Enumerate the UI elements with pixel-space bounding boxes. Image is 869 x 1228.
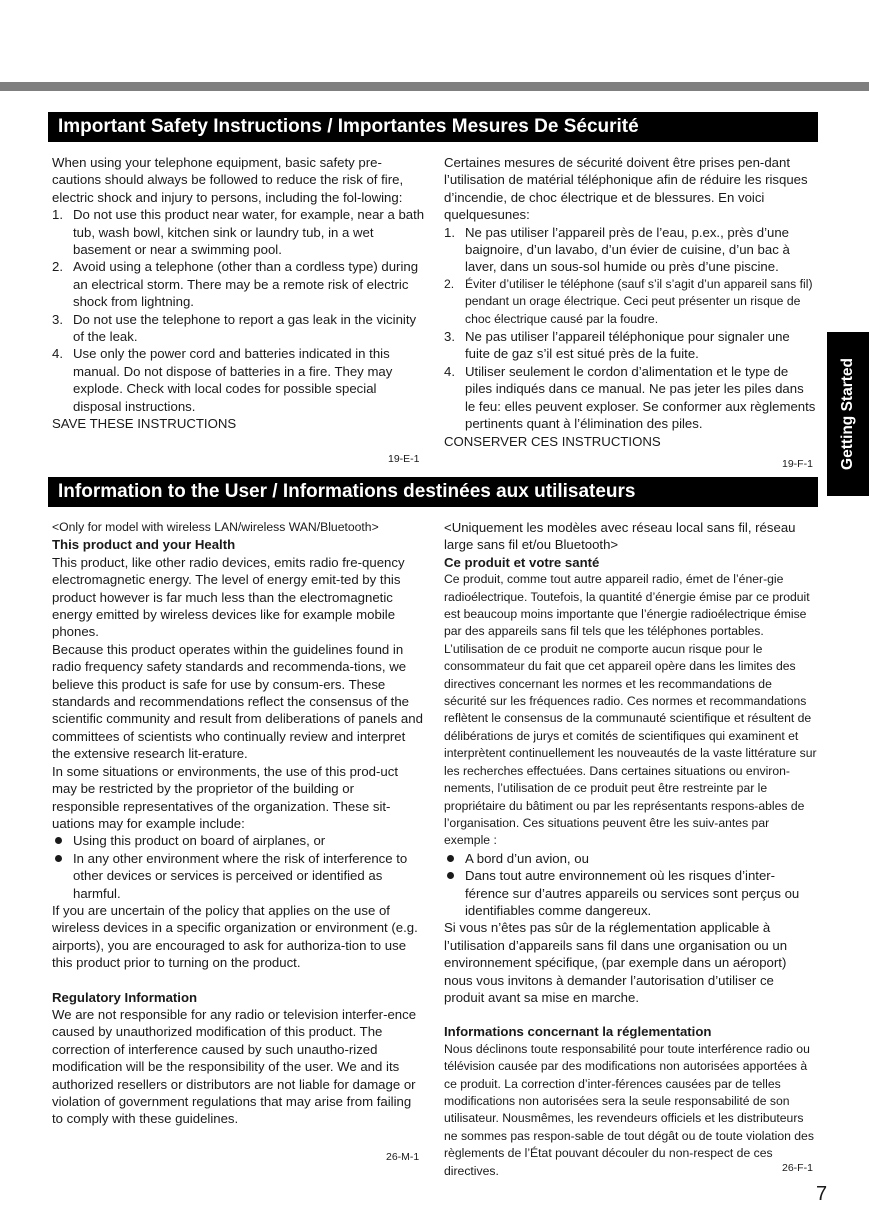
reference-code: 19-E-1 <box>388 453 420 465</box>
paragraph: We are not responsible for any radio or television interfer-ence caused by unauthorized modification of this product. The correction of interference caused by such unautho-rized modification will be the responsibility of the user. We and its authorized resellers or distributors are not liable for damage or violation of government regulations that may arise from failing to comply with these guidelines. <box>52 1006 417 1127</box>
paragraph: In some situations or environments, the use of this prod-uct may be restricted by the proprietor of the building or responsible representatives of the organization. These sit-uations may for example include: <box>52 763 398 831</box>
safety-en-list <box>52 206 425 415</box>
list-item: In any other environment where the risk of interference to other devices or services is perceived or identified as harmful. <box>52 850 425 902</box>
regulatory-heading: Regulatory Information <box>52 989 198 1005</box>
side-tab-label: Getting Started <box>839 358 856 470</box>
paragraph: Because this product operates within the guidelines found in radio frequency safety standards and recommenda-tions, we believe this product is safe for use by consum-ers. These standards and recommendations reflect the consensus of the scientific community and result from deliberations of panels and committees of scientists who continually review and interpret the extensive research lit-erature. <box>52 641 423 762</box>
bullet-list <box>52 832 425 902</box>
info-french-column <box>444 519 817 1180</box>
list-item: 2. Éviter d’utiliser le téléphone (sauf s’il s’agit d’un appareil sans fil) pendant un orage électrique. Ceci peut présenter un risque de choc électrique causé par la foudre. <box>444 276 813 326</box>
bullet-icon <box>55 855 62 862</box>
list-item: 4. Utiliser seulement le cordon d’alimentation et le type de piles indiqués dans ce manual. Ne pas jeter les piles dans le feu: elles peuvent exploser. Se conformer aux règlements pertinents quant à l’élimination des piles. <box>444 363 816 432</box>
bullet-icon <box>447 855 454 862</box>
bullet-list <box>444 850 817 920</box>
list-item: 2. Avoid using a telephone (other than a cordless type) during an electrical storm. There may be a remote risk of electric shock from lightning. <box>52 259 419 310</box>
reference-code: 26-M-1 <box>386 1151 420 1163</box>
model-note: <Uniquement les modèles avec réseau local sans fil, réseau large sans fil et/ou Bluetooth> <box>444 520 796 553</box>
info-section-title: Information to the User / Informations destinées aux utilisateurs <box>48 477 818 507</box>
info-english-column <box>52 519 425 1128</box>
reference-code: 19-F-1 <box>782 458 813 470</box>
list-item: 1. Ne pas utiliser l’appareil près de l’eau, p.ex., près d’une baignoire, d’un lavabo, d’un évier de cuisine, d’un bac à laver, dans un sous-sol humide ou près d’une piscine. <box>444 224 790 275</box>
safety-english-column <box>52 154 425 433</box>
page-number: 7 <box>816 1183 828 1205</box>
paragraph: This product, like other radio devices, emits radio fre-quency electromagnetic energy. The level of energy emit-ted by this product however is far much less than the electromagnetic energy emitted by wireless devices like for example mobile phones. <box>52 554 405 640</box>
reference-code: 26-F-1 <box>782 1162 813 1174</box>
save-instructions: SAVE THESE INSTRUCTIONS <box>52 416 237 432</box>
list-item: 1. Do not use this product near water, for example, near a bath tub, wash bowl, kitchen sink or laundry tub, in a wet basement or near a swimming pool. <box>52 207 425 258</box>
bullet-icon <box>55 837 62 844</box>
safety-fr-intro: Certaines mesures de sécurité doivent être prises pen-dant l’utilisation de matérial téléphonique afin de réduire les risques d’incendie, de choc électrique et de blessures. En voici quelquesunes: <box>444 155 808 223</box>
bullet-icon <box>447 872 454 879</box>
paragraph: Si vous n’êtes pas sûr de la réglementation applicable à l’utilisation d’appareils sans fil dans une organisation ou un environnement spécifique, (par exemple dans un aéroport) nous vous invitons à demander l’autorisation d’utiliser ce produit avant sa mise en marche. <box>444 920 788 1005</box>
paragraph: If you are uncertain of the policy that applies on the use of wireless devices in a specific organization or environment (e.g. airports), you are encouraged to ask for authoriza-tion to use this product prior to turning on the product. <box>52 902 418 971</box>
conserver-instructions: CONSERVER CES INSTRUCTIONS <box>444 433 661 449</box>
health-heading: This product and your Health <box>52 537 236 553</box>
top-rule <box>0 82 869 91</box>
paragraph: Nous déclinons toute responsabilité pour toute interférence radio ou télévision causée par des modifications non autorisées apportées à ce produit. La correction d’inter-férences causées par de telles modifications non autorisées sera la seule responsabilité de son utilisateur. Nousmêmes, les revendeurs officiels et les distributeurs ne sommes pas respon-sable de tout dégât ou de toute violation des règlements de l’État pouvant découler du non-respect de ces directives. <box>444 1041 814 1178</box>
safety-fr-list <box>444 224 817 433</box>
list-item: 4. Use only the power cord and batteries indicated in this manual. Do not dispose of batteries in a fire. They may explode. Check with local codes for possible special disposal instructions. <box>52 346 393 414</box>
getting-started-tab <box>827 332 869 496</box>
model-note: <Only for model with wireless LAN/wireless WAN/Bluetooth> <box>52 520 379 534</box>
regulatory-heading: Informations concernant la réglementation <box>444 1024 712 1040</box>
safety-french-column <box>444 154 817 450</box>
safety-en-intro: When using your telephone equipment, basic safety pre-cautions should always be followed to reduce the risk of fire, electric shock and injury to persons, including the fol-lowing: <box>52 155 404 205</box>
health-heading: Ce produit et votre santé <box>444 554 600 570</box>
list-item: 3. Ne pas utiliser l’appareil téléphonique pour signaler une fuite de gaz s’il est situé près de la fuite. <box>444 329 790 362</box>
list-item: Using this product on board of airplanes, or <box>52 832 425 849</box>
list-item: Dans tout autre environnement où les risques d’inter-férence sur d’autres appareils ou services sont perçus ou identifiables comme dangereux. <box>444 867 817 919</box>
list-item: 3. Do not use the telephone to report a gas leak in the vicinity of the leak. <box>52 311 417 345</box>
list-item: A bord d’un avion, ou <box>444 850 817 867</box>
paragraph: Ce produit, comme tout autre appareil radio, émet de l’éner-gie radioélectrique. Toutefois, la quantité d’énergie émise par ce produit est beaucoup moins importante que l’énergie radioélectrique émise par des appareils sans fil tels que les téléphones portables. L’utilisation de ce produit ne comporte aucun risque pour le consommateur du fait que cet appareil opère dans les limites des directives concernant les normes et les recommandations de sécurité sur les fréquences radio. Ces normes et recommandations reflètent le consensus de la communauté scientifique et résultent de délibérations de jurys et comités de scientifiques qui examinent et interprètent continuellement les nouveautés de la vaste littérature sur les recherches effectuées. Dans certaines situations ou environ-nements, l’utilisation de ce produit peut être restreinte par le propriétaire du bâtiment ou par les représentants respons-ables de l’organisation. Ces situations peuvent être les suiv-antes par exemple : <box>444 572 817 848</box>
safety-section-title: Important Safety Instructions / Importantes Mesures De Sécurité <box>48 112 818 142</box>
